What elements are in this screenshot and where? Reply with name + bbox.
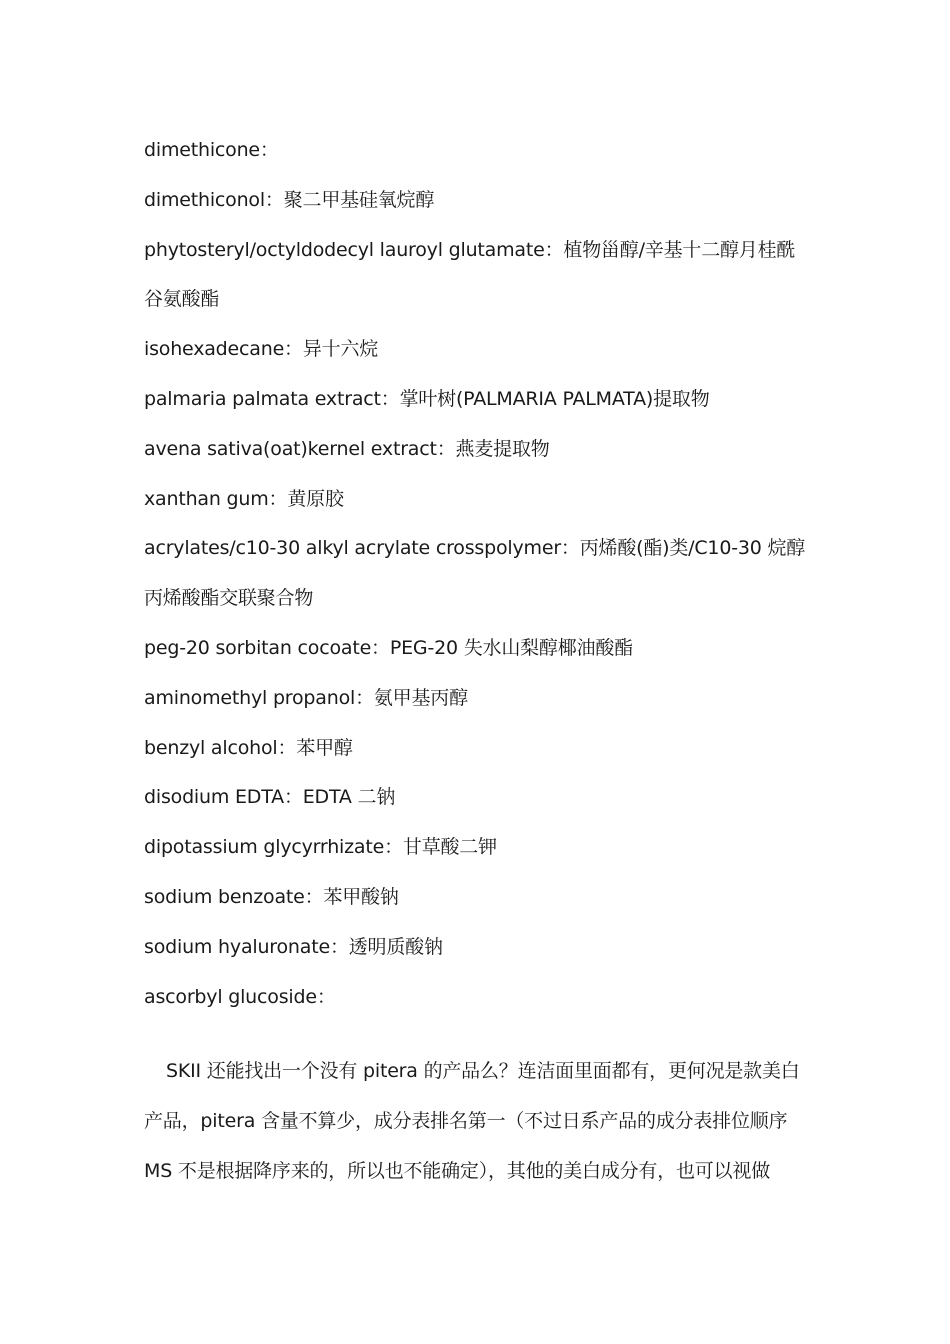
ingredient-line: ascorbyl glucoside： bbox=[144, 985, 336, 1008]
ingredient-line: 丙烯酸酯交联聚合物 bbox=[144, 587, 314, 610]
ingredient-line: 谷氨酸酯 bbox=[144, 288, 220, 311]
ingredient-line: sodium benzoate：苯甲酸钠 bbox=[144, 885, 399, 908]
ingredient-line: disodium EDTA：EDTA 二钠 bbox=[144, 786, 396, 809]
ingredient-line: dipotassium glycyrrhizate：甘草酸二钾 bbox=[144, 836, 497, 859]
document-page bbox=[144, 126, 808, 1197]
ingredient-line: dimethicone： bbox=[144, 139, 279, 161]
ingredient-list bbox=[144, 126, 808, 1022]
ingredient-line: acrylates/c10-30 alkyl acrylate crosspolymer：丙烯酸(酯)类/C10-30 烷醇 bbox=[144, 537, 806, 560]
ingredient-line: peg-20 sorbitan cocoate：PEG-20 失水山梨醇椰油酸酯 bbox=[144, 636, 633, 659]
paragraph-line: 产品，pitera 含量不算少，成分表排名第一（不过日系产品的成分表排位顺序 bbox=[144, 1110, 788, 1133]
paragraph-line: SKII 还能找出一个没有 pitera 的产品么？连洁面里面都有，更何况是款美白 bbox=[166, 1060, 800, 1083]
ingredient-line: isohexadecane：异十六烷 bbox=[144, 338, 379, 361]
ingredient-line: palmaria palmata extract：掌叶树(PALMARIA PALMATA)提取物 bbox=[144, 387, 710, 410]
ingredient-line: aminomethyl propanol：氨甲基丙醇 bbox=[144, 686, 468, 709]
paragraph-line: MS 不是根据降序来的，所以也不能确定），其他的美白成分有，也可以视做 bbox=[144, 1159, 770, 1182]
body-paragraph bbox=[144, 1047, 808, 1196]
ingredient-line: dimethiconol：聚二甲基硅氧烷醇 bbox=[144, 188, 435, 211]
ingredient-line: sodium hyaluronate：透明质酸钠 bbox=[144, 935, 443, 958]
ingredient-line: benzyl alcohol：苯甲醇 bbox=[144, 736, 353, 759]
ingredient-line: xanthan gum：黄原胶 bbox=[144, 487, 344, 510]
ingredient-line: phytosteryl/octyldodecyl lauroyl glutamate：植物甾醇/辛基十二醇月桂酰 bbox=[144, 238, 796, 261]
ingredient-line: avena sativa(oat)kernel extract：燕麦提取物 bbox=[144, 437, 550, 460]
